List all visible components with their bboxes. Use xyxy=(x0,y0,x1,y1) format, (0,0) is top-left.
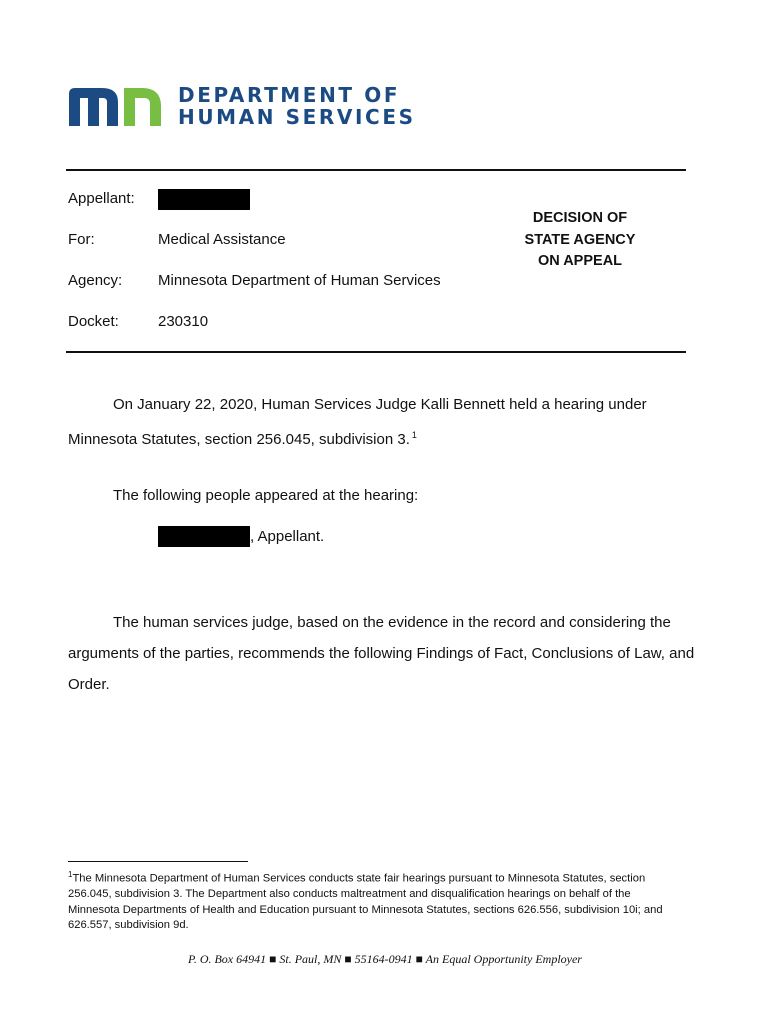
header-divider xyxy=(66,169,686,171)
footnote-reference[interactable]: 1 xyxy=(411,430,417,440)
for-value: Medical Assistance xyxy=(158,231,286,248)
agency-value: Minnesota Department of Human Services xyxy=(158,272,441,289)
footnote-line-2: 256.045, subdivision 3. The Department also conducts maltreatment and disqualification hearings on behalf of the xyxy=(68,888,631,901)
appearance-name-redaction xyxy=(158,526,250,547)
decision-line-3: ON APPEAL xyxy=(537,253,623,269)
decision-line-1: DECISION OF xyxy=(532,210,628,226)
footnote-divider xyxy=(68,861,248,862)
recommendation-paragraph xyxy=(68,607,708,700)
agency-label: Agency: xyxy=(68,272,123,289)
page-footer: P. O. Box 64941 ■ St. Paul, MN ■ 55164-0941 ■ An Equal Opportunity Employer xyxy=(188,952,582,966)
appearance-suffix: , Appellant. xyxy=(250,528,325,545)
hearing-paragraph-line-2-text: Minnesota Statutes, section 256.045, subdivision 3. xyxy=(68,431,410,448)
hearing-paragraph xyxy=(68,389,708,455)
logo-wordmark xyxy=(178,84,416,128)
logo-line-1: DEPARTMENT OF xyxy=(178,83,401,107)
logo-line-2: HUMAN SERVICES xyxy=(178,105,416,129)
hearing-paragraph-line-1: On January 22, 2020, Human Services Judge Kalli Bennett held a hearing under xyxy=(113,396,647,413)
footnote-line-1-text: The Minnesota Department of Human Services conducts state fair hearings pursuant to Minnesota Statutes, section xyxy=(72,872,646,885)
appellant-label: Appellant: xyxy=(68,190,135,207)
footnote xyxy=(68,867,698,934)
docket-value: 230310 xyxy=(158,313,209,330)
appearance-intro: The following people appeared at the hearing: xyxy=(113,487,419,504)
decision-line-2: STATE AGENCY xyxy=(524,231,636,248)
footnote-number: 1 xyxy=(68,870,73,879)
footnote-line-1 xyxy=(68,867,698,887)
appellant-name-redaction xyxy=(158,189,250,210)
recommendation-line-2: arguments of the parties, recommends the following Findings of Fact, Conclusions of Law, and xyxy=(68,645,695,662)
footnote-line-4: 626.557, subdivision 9d. xyxy=(68,919,189,932)
decision-heading xyxy=(506,208,654,273)
footnote-line-3: Minnesota Departments of Health and Education pursuant to Minnesota Statutes, sections 626.556, subdivision 10i; and xyxy=(68,903,663,916)
mn-logo-mark-icon xyxy=(66,82,166,130)
docket-label: Docket: xyxy=(68,313,119,330)
for-label: For: xyxy=(68,231,95,248)
case-info-divider xyxy=(66,351,686,353)
recommendation-line-1: The human services judge, based on the evidence in the record and considering the xyxy=(113,614,671,631)
hearing-paragraph-line-2 xyxy=(68,420,708,455)
dhs-logo xyxy=(66,82,416,132)
recommendation-line-3: Order. xyxy=(68,676,110,693)
